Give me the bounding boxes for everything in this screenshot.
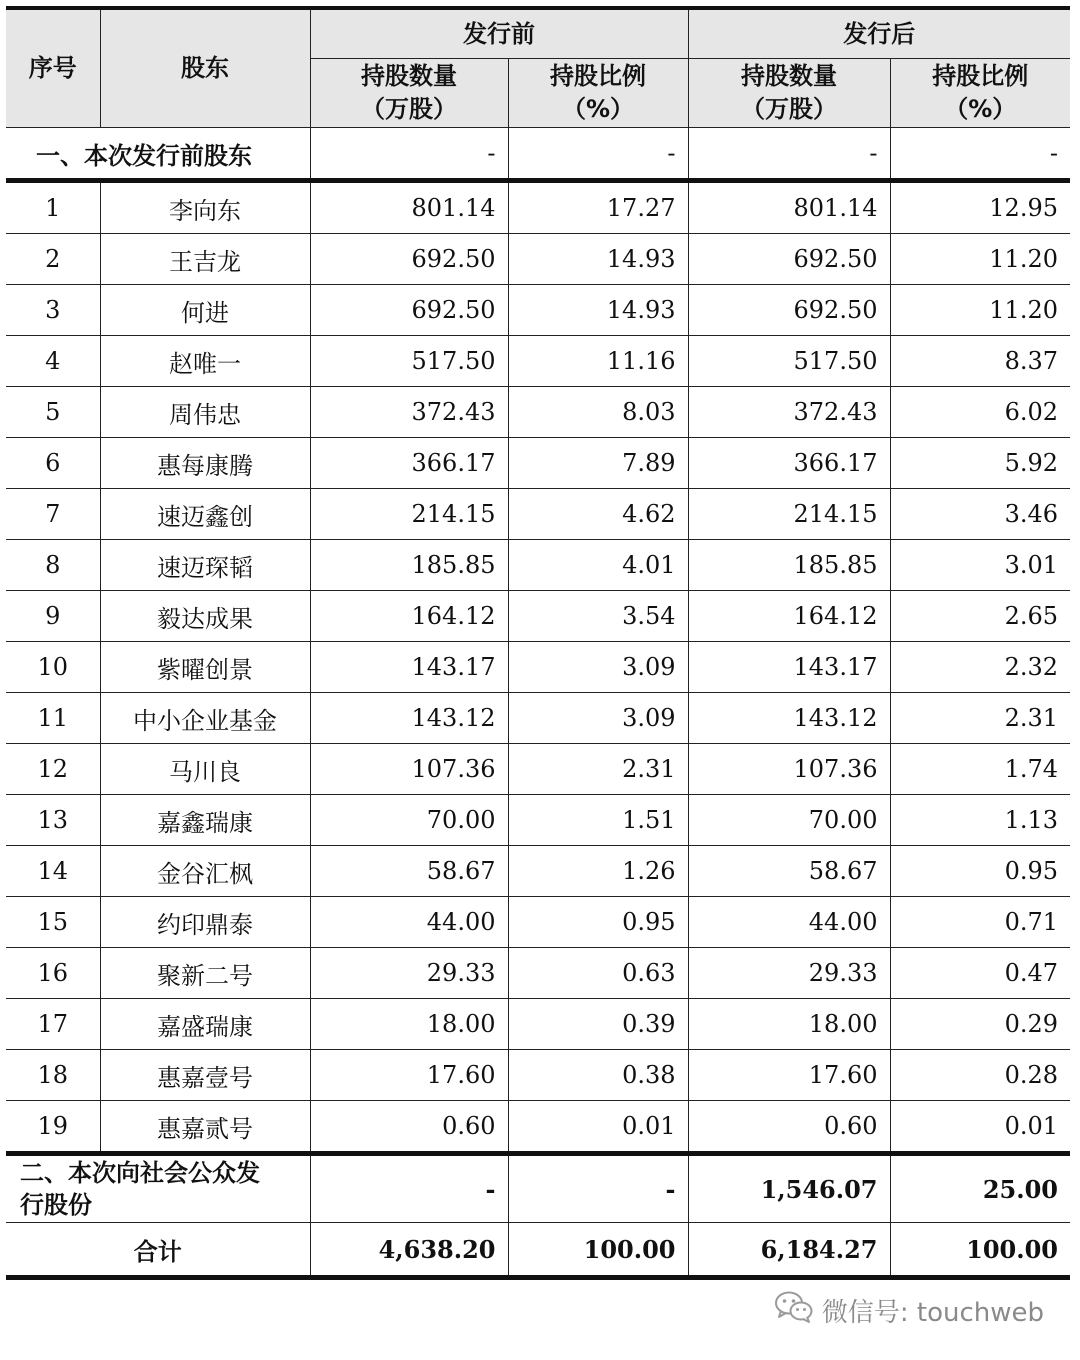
table-row <box>6 948 1070 999</box>
table-row <box>6 489 1070 540</box>
table-row <box>6 642 1070 693</box>
cell-after-ratio: 2.32 <box>890 642 1070 693</box>
cell-before-qty: - <box>310 1154 508 1223</box>
section-public-issue-label-line1: 二、本次向社会公众发 <box>20 1159 260 1187</box>
cell-shareholder: 紫曜创景 <box>100 642 310 693</box>
cell-before-ratio: 1.26 <box>508 846 688 897</box>
cell-before-qty: 185.85 <box>310 540 508 591</box>
cell-before-qty: 70.00 <box>310 795 508 846</box>
cell-shareholder: 速迈琛韬 <box>100 540 310 591</box>
cell-before-ratio: 3.09 <box>508 693 688 744</box>
cell-after-ratio: 25.00 <box>890 1154 1070 1223</box>
cell-seq: 5 <box>6 387 100 438</box>
cell-after-ratio: 0.28 <box>890 1050 1070 1101</box>
cell-before-ratio: 0.39 <box>508 999 688 1050</box>
table-row <box>6 897 1070 948</box>
table-row <box>6 181 1070 234</box>
section-pre-issue-row <box>6 128 1070 181</box>
header-ratio-label: 持股比例 <box>550 62 646 90</box>
cell-after-ratio: 0.29 <box>890 999 1070 1050</box>
cell-before-ratio: 3.09 <box>508 642 688 693</box>
cell-seq: 14 <box>6 846 100 897</box>
cell-seq: 10 <box>6 642 100 693</box>
cell-seq: 18 <box>6 1050 100 1101</box>
cell-after-ratio: 0.01 <box>890 1101 1070 1154</box>
watermark-text: 微信号: touchweb <box>821 1298 1044 1328</box>
cell-shareholder: 何进 <box>100 285 310 336</box>
cell-after-ratio: - <box>890 128 1070 181</box>
cell-after-qty: 164.12 <box>688 591 890 642</box>
cell-after-ratio: 8.37 <box>890 336 1070 387</box>
cell-shareholder: 聚新二号 <box>100 948 310 999</box>
table-row <box>6 795 1070 846</box>
header-qty-unit: （万股） <box>741 95 837 123</box>
cell-shareholder: 惠嘉贰号 <box>100 1101 310 1154</box>
cell-seq: 6 <box>6 438 100 489</box>
cell-after-qty: 692.50 <box>688 234 890 285</box>
cell-before-qty: 0.60 <box>310 1101 508 1154</box>
cell-after-qty: 107.36 <box>688 744 890 795</box>
cell-after-ratio: 3.46 <box>890 489 1070 540</box>
total-label: 合计 <box>6 1223 310 1278</box>
section-pre-issue-label: 一、本次发行前股东 <box>6 128 310 181</box>
table-row <box>6 591 1070 642</box>
cell-seq: 9 <box>6 591 100 642</box>
header-after-ratio <box>890 59 1070 128</box>
cell-shareholder: 马川良 <box>100 744 310 795</box>
cell-after-qty: 70.00 <box>688 795 890 846</box>
cell-after-qty: 58.67 <box>688 846 890 897</box>
cell-before-ratio: 1.51 <box>508 795 688 846</box>
total-before-qty: 4,638.20 <box>310 1223 508 1278</box>
cell-seq: 4 <box>6 336 100 387</box>
cell-after-qty: 692.50 <box>688 285 890 336</box>
cell-before-qty: 58.67 <box>310 846 508 897</box>
header-before: 发行前 <box>310 8 688 59</box>
cell-before-qty: 801.14 <box>310 181 508 234</box>
cell-before-qty: - <box>310 128 508 181</box>
cell-shareholder: 王吉龙 <box>100 234 310 285</box>
total-after-qty: 6,184.27 <box>688 1223 890 1278</box>
section-public-issue-label <box>6 1154 310 1223</box>
cell-before-qty: 164.12 <box>310 591 508 642</box>
header-after: 发行后 <box>688 8 1070 59</box>
cell-after-qty: 0.60 <box>688 1101 890 1154</box>
cell-after-ratio: 0.71 <box>890 897 1070 948</box>
cell-shareholder: 速迈鑫创 <box>100 489 310 540</box>
cell-after-ratio: 0.95 <box>890 846 1070 897</box>
total-after-ratio: 100.00 <box>890 1223 1070 1278</box>
cell-after-qty: 29.33 <box>688 948 890 999</box>
cell-before-qty: 372.43 <box>310 387 508 438</box>
section-public-issue-row <box>6 1154 1070 1223</box>
cell-after-qty: 18.00 <box>688 999 890 1050</box>
wechat-icon <box>774 1290 814 1331</box>
shareholder-rows <box>6 181 1070 1154</box>
header-qty-label: 持股数量 <box>361 62 457 90</box>
cell-before-qty: 143.17 <box>310 642 508 693</box>
cell-before-qty: 44.00 <box>310 897 508 948</box>
cell-before-qty: 143.12 <box>310 693 508 744</box>
cell-before-ratio: 0.38 <box>508 1050 688 1101</box>
cell-before-qty: 17.60 <box>310 1050 508 1101</box>
table-row <box>6 234 1070 285</box>
header-ratio-label: 持股比例 <box>932 62 1029 90</box>
cell-shareholder: 惠嘉壹号 <box>100 1050 310 1101</box>
cell-before-ratio: - <box>508 128 688 181</box>
cell-before-ratio: 2.31 <box>508 744 688 795</box>
watermark <box>774 1290 1044 1331</box>
cell-after-qty: 185.85 <box>688 540 890 591</box>
cell-before-ratio: 11.16 <box>508 336 688 387</box>
cell-before-ratio: 3.54 <box>508 591 688 642</box>
table-row <box>6 438 1070 489</box>
total-row <box>6 1223 1070 1278</box>
cell-before-ratio: 17.27 <box>508 181 688 234</box>
cell-after-qty: 366.17 <box>688 438 890 489</box>
cell-after-qty: 44.00 <box>688 897 890 948</box>
cell-after-qty: 517.50 <box>688 336 890 387</box>
cell-seq: 12 <box>6 744 100 795</box>
cell-after-qty: - <box>688 128 890 181</box>
header-before-qty <box>310 59 508 128</box>
table-row <box>6 387 1070 438</box>
cell-before-ratio: 0.95 <box>508 897 688 948</box>
cell-after-qty: 372.43 <box>688 387 890 438</box>
cell-shareholder: 惠每康腾 <box>100 438 310 489</box>
cell-seq: 2 <box>6 234 100 285</box>
cell-before-ratio: 4.62 <box>508 489 688 540</box>
table-row <box>6 846 1070 897</box>
cell-shareholder: 李向东 <box>100 181 310 234</box>
cell-shareholder: 嘉鑫瑞康 <box>100 795 310 846</box>
header-before-ratio <box>508 59 688 128</box>
table-row <box>6 693 1070 744</box>
cell-seq: 7 <box>6 489 100 540</box>
cell-before-ratio: - <box>508 1154 688 1223</box>
table-row <box>6 1101 1070 1154</box>
table-row <box>6 285 1070 336</box>
header-ratio-unit: （%） <box>561 95 635 123</box>
cell-shareholder: 约印鼎泰 <box>100 897 310 948</box>
cell-before-ratio: 14.93 <box>508 285 688 336</box>
cell-after-qty: 17.60 <box>688 1050 890 1101</box>
cell-seq: 3 <box>6 285 100 336</box>
cell-after-qty: 801.14 <box>688 181 890 234</box>
cell-after-ratio: 2.65 <box>890 591 1070 642</box>
cell-before-qty: 214.15 <box>310 489 508 540</box>
cell-seq: 13 <box>6 795 100 846</box>
header-seq: 序号 <box>6 8 100 128</box>
section-public-issue-label-line2: 行股份 <box>20 1191 92 1219</box>
table-row <box>6 540 1070 591</box>
cell-before-qty: 692.50 <box>310 285 508 336</box>
cell-seq: 8 <box>6 540 100 591</box>
cell-after-ratio: 0.47 <box>890 948 1070 999</box>
total-before-ratio: 100.00 <box>508 1223 688 1278</box>
cell-after-ratio: 3.01 <box>890 540 1070 591</box>
cell-before-qty: 517.50 <box>310 336 508 387</box>
cell-before-ratio: 4.01 <box>508 540 688 591</box>
table-row <box>6 999 1070 1050</box>
cell-after-ratio: 6.02 <box>890 387 1070 438</box>
cell-before-ratio: 7.89 <box>508 438 688 489</box>
header-qty-label: 持股数量 <box>741 62 837 90</box>
header-shareholder: 股东 <box>100 8 310 128</box>
cell-before-ratio: 14.93 <box>508 234 688 285</box>
header-qty-unit: （万股） <box>361 95 457 123</box>
cell-after-qty: 214.15 <box>688 489 890 540</box>
cell-shareholder: 毅达成果 <box>100 591 310 642</box>
table-row <box>6 336 1070 387</box>
cell-before-ratio: 0.63 <box>508 948 688 999</box>
cell-after-ratio: 12.95 <box>890 181 1070 234</box>
cell-shareholder: 嘉盛瑞康 <box>100 999 310 1050</box>
cell-after-qty: 143.12 <box>688 693 890 744</box>
header-ratio-unit: （%） <box>944 95 1017 123</box>
cell-seq: 11 <box>6 693 100 744</box>
cell-shareholder: 周伟忠 <box>100 387 310 438</box>
cell-before-qty: 692.50 <box>310 234 508 285</box>
table-row <box>6 1050 1070 1101</box>
cell-before-qty: 29.33 <box>310 948 508 999</box>
cell-after-ratio: 1.13 <box>890 795 1070 846</box>
cell-before-ratio: 8.03 <box>508 387 688 438</box>
cell-seq: 1 <box>6 181 100 234</box>
cell-before-qty: 107.36 <box>310 744 508 795</box>
cell-shareholder: 赵唯一 <box>100 336 310 387</box>
cell-after-qty: 1,546.07 <box>688 1154 890 1223</box>
shareholding-table <box>6 6 1070 1280</box>
cell-after-ratio: 11.20 <box>890 234 1070 285</box>
cell-after-ratio: 2.31 <box>890 693 1070 744</box>
header-row-top <box>6 8 1070 59</box>
header-after-qty <box>688 59 890 128</box>
cell-seq: 17 <box>6 999 100 1050</box>
cell-shareholder: 中小企业基金 <box>100 693 310 744</box>
cell-after-ratio: 5.92 <box>890 438 1070 489</box>
cell-before-ratio: 0.01 <box>508 1101 688 1154</box>
table-row <box>6 744 1070 795</box>
cell-after-qty: 143.17 <box>688 642 890 693</box>
cell-seq: 16 <box>6 948 100 999</box>
cell-after-ratio: 11.20 <box>890 285 1070 336</box>
cell-before-qty: 18.00 <box>310 999 508 1050</box>
cell-seq: 15 <box>6 897 100 948</box>
cell-after-ratio: 1.74 <box>890 744 1070 795</box>
cell-shareholder: 金谷汇枫 <box>100 846 310 897</box>
cell-seq: 19 <box>6 1101 100 1154</box>
cell-before-qty: 366.17 <box>310 438 508 489</box>
